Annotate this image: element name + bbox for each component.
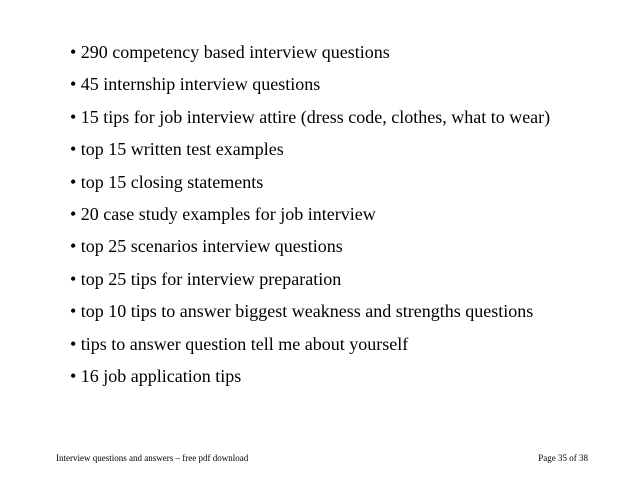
bullet-item: • 20 case study examples for job interview <box>70 203 376 224</box>
page-footer <box>56 451 588 465</box>
bullet-item: • top 15 written test examples <box>70 139 284 160</box>
footer-title: Interview questions and answers – free pdf download <box>56 453 249 463</box>
page-number: Page 35 of 38 <box>538 453 588 463</box>
bullet-item: • top 10 tips to answer biggest weakness and strengths questions <box>70 301 534 322</box>
bullet-item: • tips to answer question tell me about yourself <box>70 333 409 354</box>
bullet-item: • top 25 tips for interview preparation <box>70 268 342 289</box>
bullet-item: • top 15 closing statements <box>70 171 264 192</box>
bullet-item: • 290 competency based interview questions <box>70 42 390 62</box>
bullet-list <box>70 40 590 396</box>
bullet-item: • top 25 scenarios interview questions <box>70 236 343 257</box>
bullet-item: • 45 internship interview questions <box>70 74 321 95</box>
bullet-item: • 16 job application tips <box>70 365 242 386</box>
bullet-item: • 15 tips for job interview attire (dress code, clothes, what to wear) <box>70 106 551 127</box>
